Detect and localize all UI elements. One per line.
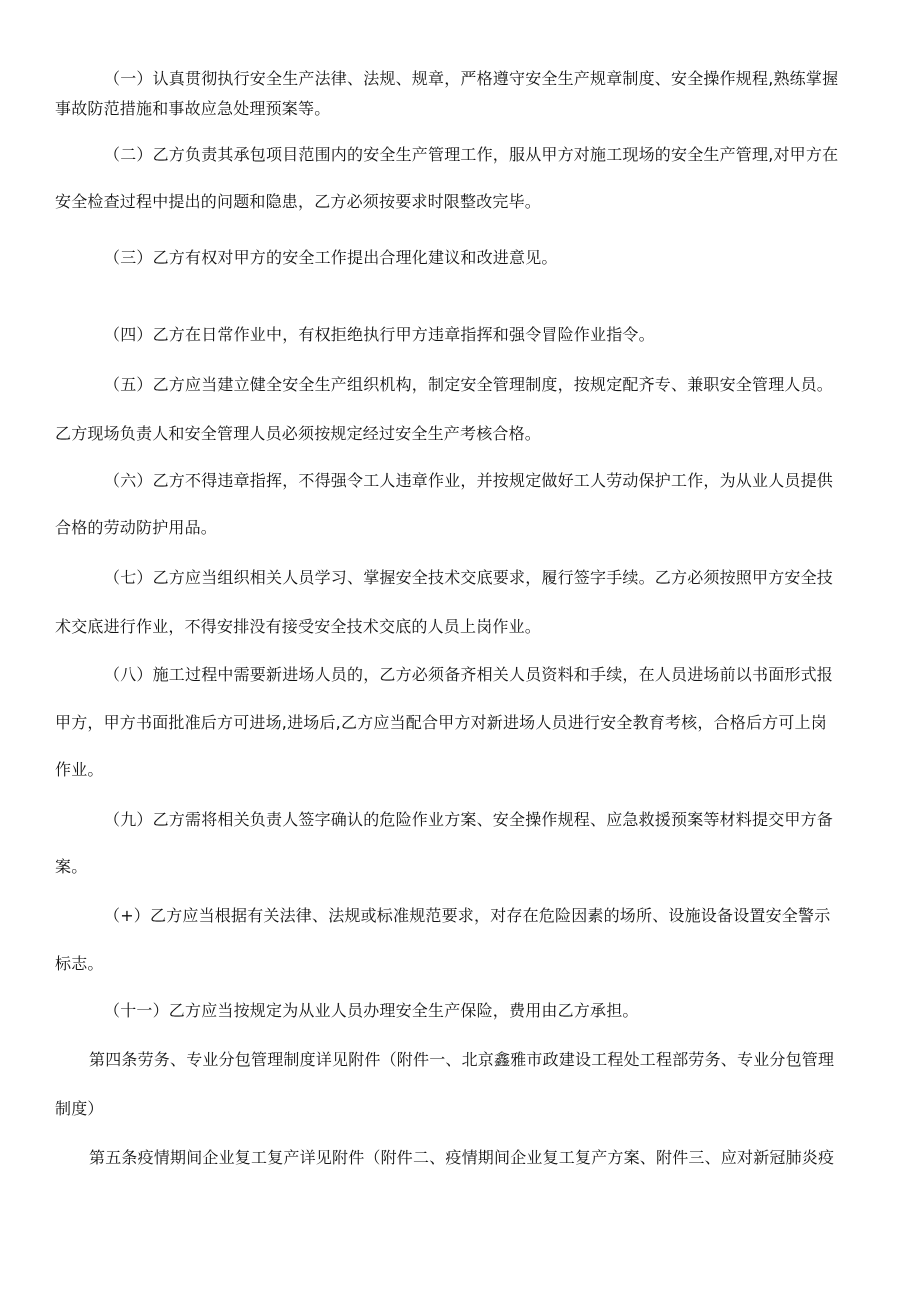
paragraph-6-line-2: 合格的劳动防护用品。 (55, 518, 218, 537)
paragraph-2-line-2: 安全检查过程中提出的问题和隐患，乙方必须按要求时限整改完毕。 (55, 192, 542, 211)
paragraph-2-line-1: （二）乙方负责其承包项目范围内的安全生产管理工作，服从甲方对施工现场的安全生产管理,对甲方在 (104, 145, 839, 164)
paragraph-6-line-1: （六）乙方不得违章指挥，不得强令工人违章作业，并按规定做好工人劳动保护工作，为从业人员提供 (104, 471, 834, 490)
paragraph-10-line-1: （+）乙方应当根据有关法律、法规或标准规范要求，对存在危险因素的场所、设施设备设置安全警示 (104, 906, 831, 925)
paragraph-11-line-1: （十一）乙方应当按规定为从业人员办理安全生产保险，费用由乙方承担。 (104, 1001, 639, 1020)
paragraph-5-line-1: （五）乙方应当建立健全安全生产组织机构，制定安全管理制度，按规定配齐专、兼职安全管理人员。 (104, 375, 834, 394)
paragraph-9-line-1: （九）乙方需将相关负责人签字确认的危险作业方案、安全操作规程、应急救援预案等材料提交甲方备 (104, 810, 834, 829)
paragraph-12-line-1: 第四条劳务、专业分包管理制度详见附件（附件一、北京鑫雅市政建设工程处工程部劳务、专业分包管理 (89, 1050, 835, 1069)
paragraph-7-line-1: （七）乙方应当组织相关人员学习、掌握安全技术交底要求，履行签字手续。乙方必须按照甲方安全技 (104, 568, 834, 587)
paragraph-1-line-1: （一）认真贯彻执行安全生产法律、法规、规章，严格遵守安全生产规章制度、安全操作规程,熟练掌握 (104, 69, 839, 88)
paragraph-5-line-2: 乙方现场负责人和安全管理人员必须按规定经过安全生产考核合格。 (55, 424, 542, 443)
paragraph-9-line-2: 案。 (55, 857, 88, 876)
paragraph-8-line-2: 甲方，甲方书面批准后方可进场,进场后,乙方应当配合甲方对新进场人员进行安全教育考核，合格后方可上岗 (55, 713, 827, 732)
paragraph-8-line-1: （八）施工过程中需要新进场人员的，乙方必须备齐相关人员资料和手续，在人员进场前以书面形式报 (104, 665, 834, 684)
paragraph-3-line-1: （三）乙方有权对甲方的安全工作提出合理化建议和改进意见。 (104, 248, 558, 267)
paragraph-4-line-1: （四）乙方在日常作业中，有权拒绝执行甲方违章指挥和强令冒险作业指令。 (104, 325, 655, 344)
paragraph-8-line-3: 作业。 (55, 760, 104, 779)
paragraph-7-line-2: 术交底进行作业，不得安排没有接受安全技术交底的人员上岗作业。 (55, 617, 542, 636)
paragraph-13-line-1: 第五条疫情期间企业复工复产详见附件（附件二、疫情期间企业复工复产方案、附件三、应对新冠肺炎疫 (89, 1148, 835, 1167)
paragraph-10-line-2: 标志。 (55, 954, 104, 973)
paragraph-12-line-2: 制度） (55, 1099, 104, 1118)
paragraph-1-line-2: 事故防范措施和事故应急处理预案等。 (55, 99, 331, 118)
